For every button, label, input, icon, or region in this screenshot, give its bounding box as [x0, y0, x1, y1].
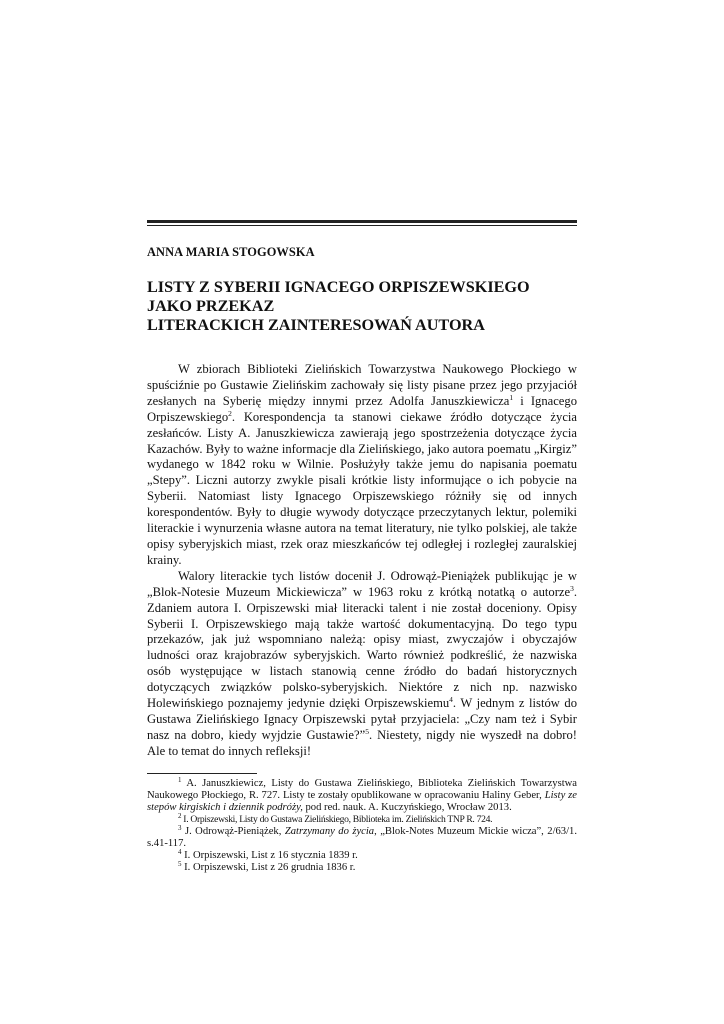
footnote-text: I. Orpiszewski, Listy do Gustawa Zielińskiego, Biblioteka im. Zielińskich TNP R. 724. [181, 813, 493, 825]
paragraph-text: Walory literackie tych listów docenił J. Odrowąż-Pieniążek publikując je w „Blok-Notesie Muzeum Mickiewicza” w 1963 roku z krótką notatką o autorze [147, 568, 577, 599]
footnote-number: 1 [178, 775, 182, 784]
footnote [147, 850, 577, 862]
footnote-ref[interactable]: 5 [365, 726, 369, 736]
footnote-text: pod red. nauk. A. Kuczyńskiego, Wrocław 2013. [302, 801, 512, 813]
paragraph-text: i Ignacego Orpiszewskiego [147, 393, 577, 424]
footnote-number: 5 [178, 860, 182, 869]
paragraph-text: . Zdaniem autora I. Orpiszewski miał literacki talent i nie został doceniony. Opisy Syberii I. Orpiszewskiego mają także wartość dokumentacyjną. Do tego typu przekazów, jak już wspomniano należą: opisy miast, zwyczajów i obyczajów ludności oraz krajobrazów syberyjskich. Warto również podkreślić, że nazwiska osób występujące w listach stanowią cenne źródło do badań historycznych dotyczących związków polsko-syberyjskich. Niektóre z nich np. nazwisko Holewińskiego poznajemy jedynie dzięki Orpiszewskiemu [147, 584, 577, 711]
footnote-ref[interactable]: 2 [228, 408, 232, 418]
footnote-italic: Zatrzymany do życia [284, 826, 375, 838]
footnote-ref[interactable]: 3 [570, 583, 574, 593]
paragraph-text: . Korespondencja ta stanowi ciekawe źródło dotyczące życia zesłańców. Listy A. Januszkiewicza zawierają jego spostrzeżenia dotyczące życia Kazachów. Były to ważne informacje dla Zielińskiego, jako autora poematu „Kirgiz” wydanego w 1842 roku w Wilnie. Posłużyły także jemu do napisania poematu „Stepy”. Liczni autorzy zwykle pisali krótkie listy informujące o ich pobycie na Syberii. Natomiast listy Ignacego Orpiszewskiego różniły się od innych korespondentów. Były to długie wywody dotyczące przeczytanych lektur, polemiki literackie i wynurzenia własne autora na temat literatury, nie tylko polskiej, ale także opisy syberyjskich miast, rzek oraz mieszkańców tej odległej i rozległej zauralskiej krainy. [147, 409, 577, 567]
article-body [147, 362, 577, 760]
title-line: LITERACKICH ZAINTERESOWAŃ AUTORA [147, 316, 485, 334]
header-rule-thick [147, 220, 577, 223]
article-page [147, 220, 577, 874]
author-name: ANNA MARIA STOGOWSKA [147, 245, 315, 259]
footnote-text: I. Orpiszewski, List z 26 grudnia 1836 r. [181, 862, 356, 874]
title-line: LISTY Z SYBERII IGNACEGO ORPISZEWSKIEGO [147, 278, 530, 296]
footnotes [147, 775, 577, 875]
paragraph [147, 362, 577, 569]
footnote-ref[interactable]: 4 [449, 695, 453, 705]
header-rule-thin [147, 225, 577, 226]
footnote-text: , „Blok-Notes Muzeum Mickie wicza”, 2/63/1. s.41-117. [147, 826, 577, 850]
footnote-number: 4 [178, 848, 182, 857]
footnote-italic: Listy ze stepów kirgiskich i dziennik podróży, [147, 789, 577, 813]
paragraph-text: . Niestety, nigdy nie wyszedł na dobro! Ale to temat do innych refleksji! [147, 727, 577, 758]
footnote [147, 826, 577, 850]
footnote-number: 2 [178, 811, 182, 820]
footnote-number: 3 [178, 824, 182, 833]
footnote [147, 775, 577, 814]
paragraph [147, 569, 577, 760]
title-line: JAKO PRZEKAZ [147, 297, 275, 315]
paragraph-text: W zbiorach Biblioteki Zielińskich Towarzystwa Naukowego Płockiego w spuściźnie po Gustawie Zielińskim zachowały się listy pisane przez jego przyjaciół zesłanych na Syberię między innymi przez Adolfa Januszkiewicza [147, 362, 577, 408]
footnote [147, 862, 577, 874]
article-title [147, 278, 577, 335]
footnote-ref[interactable]: 1 [509, 392, 514, 402]
footnote-text: I. Orpiszewski, List z 16 stycznia 1839 r. [181, 850, 358, 862]
footnote-separator [147, 773, 257, 774]
footnote [147, 811, 577, 826]
footnote-text: J. Odrowąż-Pieniążek, [181, 826, 285, 838]
footnote-text: A. Januszkiewicz, Listy do Gustawa Zielińskiego, Biblioteka Zielińskich Towarzystwa Naukowego Płockiego, R. 727. Listy te zostały opublikowane w opracowaniu Haliny Geber, [147, 777, 577, 801]
paragraph-text: . W jednym z listów do Gustawa Zielińskiego Ignacy Orpiszewski pytał przyjaciela: „Czy nam też i Sybir nasz na dobro, kiedy wyjdzie Gustawie?” [147, 696, 577, 742]
header-rules [147, 220, 577, 226]
